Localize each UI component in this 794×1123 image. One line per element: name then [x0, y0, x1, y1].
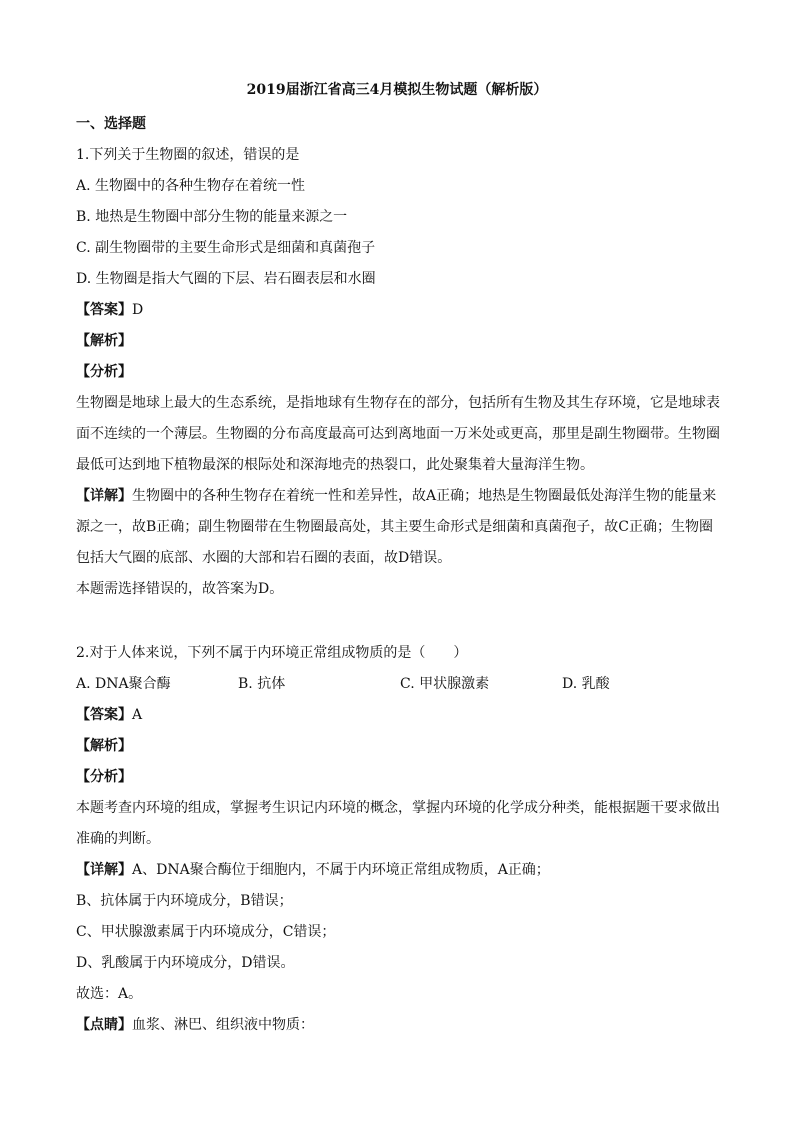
q1-fenxi-line: 最低可达到地下植物最深的根际处和深海地壳的热裂口，此处聚集着大量海洋生物。 — [76, 457, 594, 473]
q1-detail — [76, 486, 736, 506]
answer-label: 【答案】 — [76, 302, 132, 318]
detail-label: 【详解】 — [76, 488, 132, 504]
detail-text: 生物圈中的各种生物存在着统一性和差异性，故A正确；地热是生物圈最低处海洋生物的能量来 — [132, 488, 717, 504]
q2-detail-line: C、甲状腺激素属于内环境成分，C错误； — [76, 924, 336, 940]
q1-fenxi-line: 生物圈是地球上最大的生态系统，是指地球有生物存在的部分，包括所有生物及其生存环境，它是地球表 — [76, 395, 720, 411]
q1-stem: 1.下列关于生物圈的叙述，错误的是 — [76, 147, 300, 163]
q1-detail-line: 包括大气圈的底部、水圈的大部和岩石圈的表面，故D错误。 — [76, 550, 452, 566]
q1-option-c: C. 副生物圈带的主要生命形式是细菌和真菌孢子 — [76, 240, 376, 256]
q2-detail-line: D、乳酸属于内环境成分，D错误。 — [76, 955, 295, 971]
answer-value: A — [132, 707, 143, 723]
q1-option-b: B. 地热是生物圈中部分生物的能量来源之一 — [76, 209, 348, 225]
q1-conclusion: 本题需选择错误的，故答案为D。 — [76, 581, 284, 597]
q2-fenxi-label: 【分析】 — [76, 769, 132, 785]
q2-answer — [76, 705, 736, 725]
q2-option-c: C. 甲状腺激素 — [400, 676, 490, 692]
q1-analysis-label: 【解析】 — [76, 333, 132, 349]
answer-value: D — [132, 302, 144, 318]
q2-fenxi-line: 准确的判断。 — [76, 831, 160, 847]
q2-detail — [76, 860, 736, 880]
q1-detail-line: 源之一，故B正确；副生物圈带在生物圈最高处，其主要生命形式是细菌和真菌孢子，故C正确；生物圈 — [76, 519, 713, 535]
q2-stem: 2.对于人体来说，下列不属于内环境正常组成物质的是（ ） — [76, 645, 468, 661]
q1-answer — [76, 300, 736, 320]
q1-fenxi-label: 【分析】 — [76, 364, 132, 380]
detail-text: A、DNA聚合酶位于细胞内，不属于内环境正常组成物质，A正确； — [132, 862, 550, 878]
dianjing-text: 血浆、淋巴、组织液中物质： — [132, 1017, 314, 1033]
q2-detail-line: 故选：A。 — [76, 986, 143, 1002]
q1-option-d: D. 生物圈是指大气圈的下层、岩石圈表层和水圈 — [76, 271, 376, 287]
q2-analysis-label: 【解析】 — [76, 738, 132, 754]
q2-option-b: B. 抗体 — [238, 676, 286, 692]
q1-fenxi-line: 面不连续的一个薄层。生物圈的分布高度最高可达到离地面一万米处或更高，那里是副生物圈带。生物圈 — [76, 426, 720, 442]
q2-options-row — [76, 674, 736, 694]
q2-option-a: A. DNA聚合酶 — [76, 676, 171, 692]
q2-option-d: D. 乳酸 — [562, 676, 610, 692]
dianjing-label: 【点睛】 — [76, 1017, 132, 1033]
section-heading: 一、选择题 — [76, 116, 146, 132]
detail-label: 【详解】 — [76, 862, 132, 878]
answer-label: 【答案】 — [76, 707, 132, 723]
q2-fenxi-line: 本题考查内环境的组成，掌握考生识记内环境的概念，掌握内环境的化学成分种类，能根据题干要求做出 — [76, 800, 720, 816]
q2-detail-line: B、抗体属于内环境成分，B错误； — [76, 893, 293, 909]
q1-option-a: A. 生物圈中的各种生物存在着统一性 — [76, 178, 306, 194]
page-title: 2019届浙江省高三4月模拟生物试题（解析版） — [246, 82, 548, 98]
q2-dianjing — [76, 1015, 736, 1035]
